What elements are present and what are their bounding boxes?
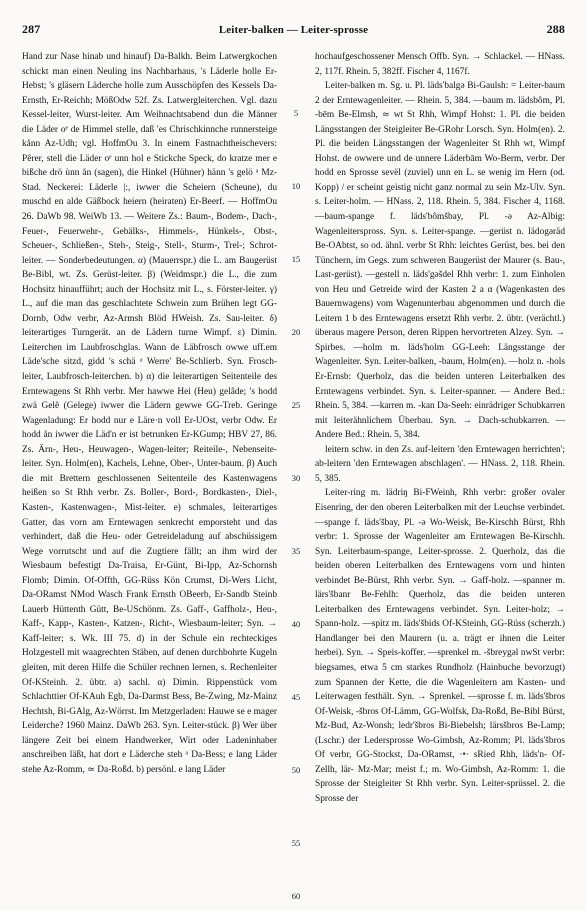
line-number-gutter xyxy=(283,50,309,910)
right-column xyxy=(315,50,565,806)
page-header xyxy=(22,22,565,40)
entry-paragraph: hochaufgeschossener Mensch Offb. Syn. → Schlackel. — HNass. 2, 117f. Rhein. 5, 382ff. Fischer 4, 1167f. xyxy=(315,52,565,77)
line-number: 20 xyxy=(291,327,301,337)
entry-paragraph: leitern schw. in den Zs. auf-leitern 'den Erntewagen herrichten'; ab-leitern 'den Erntewagen abschlagen'. — HNass. 2, 118. Rhein. 5, 385. xyxy=(315,444,565,484)
line-number: 55 xyxy=(291,838,301,848)
page-number-left: 287 xyxy=(22,22,41,36)
line-number: 35 xyxy=(291,546,301,556)
left-column xyxy=(22,50,277,777)
line-number: 45 xyxy=(291,692,301,702)
line-number: 5 xyxy=(293,108,299,118)
page-number-right: 288 xyxy=(546,22,565,36)
line-number: 10 xyxy=(291,181,301,191)
line-number: 60 xyxy=(291,891,301,901)
running-title: Leiter-balken — Leiter-sprosse xyxy=(218,24,369,36)
line-number: 30 xyxy=(291,473,301,483)
entry-paragraph: Leiter-ring m. lädriŋ Bi-FWeinh, Rhh verbr: großer ovaler Eisenring, der den oberen Leiterbalken mit der Leuchse verbindet. —spange f. läds'šbay, Pl. -ə Wo-Weisk, Be-Kirschh Bürst, Rhh verbr: 1. Sprosse der Wagenleiter am Erntewagen Be-Kirschh. Syn. Leiterbaum-spange, Leiter-sprosse. 2. Querholz, das die beiden oberen Leiterbalken des Erntewagens vorn und hinten verbindet Be-Bürst, Rhh verbr. Syn. → Gaff-holz. —spanner m. lärs'šbanr Be-Fehlh: Querholz, das die beiden unteren Leiterbalken des Erntewagens verbindet. Syn. Leiter-holz; → Spann-holz. —spitz m. läds'šbids Of-KSteinh, GG-Rüss (scherzh.) Handlanger bei den Maurern (u. a. trägt er ihnen die Leiter herbei). Syn. → Speis-koffer. —sprenkel m. -šbreygəl nwSt verbr: biegsames, etwa 5 cm starkes Rundholz (Hainbuche bevorzugt) zum Spannen der Kette, die die Wagenleitern am Kasten- und Leiterwagen festhält. Syn. → Sprenkel. —sprosse f. m. läds'šbros Of-Weisk, -šbros Of-Lämm, GG-Wolfsk, Da-Roßd, Be-Bibl Bürst, Mz-Bud, Az-Wonsh; ledr'šbros Bi-Biebelsh; lärsšbros Be-Lamp; (Lschr.) der Ledersprosse Wo-Gimbsh, Az-Romm; Pl. läds'šbros Of verbr, GG-Stockst, Da-ORamst, ·•· sRied Rhh, läds'n- Of-Zellh, lär- Mz-Mar; meist f.; m. Wo-Gimbsh, Az-Romm: 1. die Sprosse der Steigleiter St Rhh verbr. Syn. Leiter-sprüssel. 2. die Sprosse der xyxy=(315,488,565,804)
line-number: 50 xyxy=(291,765,301,775)
line-number: 15 xyxy=(291,254,301,264)
left-column-text: Hand zur Nase hinab und hinauf) Da-Balkh. Beim Latwergkochen schickt man einen Neuling ins Nachbarhaus, 's Läderle holle Er-Hebst; 's gläsern Läderche holle zum Ausschöpfen des Kessels Da-Ernsth, Er-Reichh; MößOdw 52f. Zs. Latwergleiterchen. Vgl. dazu Kessel-leiter, Wurst-leiter. Am Weihnachtsabend dun die Männer die Läder oᵉ de Himmel stelle, daß 'es Chrischkinnche runnersteige kånn Az-Udh; vgl. HoffmOu 3. In einem Fastnachtheischevers: Pêrer, stell die Läder oᵉ unn hol e Stickche Speck, do kratze mer e bißche drö ùnn ån (sagen), die Hinkel (Hühner) hänn 's gelö ᵃ Mz-Stad. Neckerei: Läderle |:, iwwer die Scheiern (Scheune), du muschd en alde Gäßbock heiern (heiraten) Er-Beerf. — HoffmOu 26. DaWb 98. WeiWb 13. — Weitere Zs.: Baum-, Bodem-, Dach-, Feuer-, Feuerwehr-, Gebälks-, Himmels-, Hünkels-, Obst-, Scheuer-, Schließen-, Steh-, Steig-, Stell-, Sturm-, Trel-; Schrot-leiter. — Sonderbedeutungen. α) (Mauerrspr.) die L. am Baugerüst Be-Bibl, wt. Zs. Gerüst-leiter. β) (Weidmspr.) die L., die zum Hochsitz hinaufführt; auch der Hochsitz mit L., s. Förster-leiter. γ) L., auf die man das geschlachtete Schwein zum Brühen legt GG-Dornb, Odw verbr, Az-Armsh Blöd HWeish. Zs. Sau-leiter. δ) leiterartiges Turngerät. an de Lädern turne Wimpf. ε) Dimin. Leiterchen im Laubfroschglas. Wann de Läbfrosch owwe uff.em Läde'sche sitzd, gidd 's schä ᵃ Werre' Be-Schlierb. Syn. Frosch-leiter, Laubfrosch-leiterchen. b) α) die leiterartigen Seitenteile des Erntewagens St Rhh verbr. Mer hawwe Hei (Heu) gelâde; 's hodd zwä Gelê (Gelege) iwwer die Lädern gewwe GG-Treb. Geringe Wagenladung: Er hodd nur e Läre·n voll Er-UOst, verbr Odw. Er hodd ån iwwer die Läd'n er ist betrunken Er-KGump; HBV 27, 86. Zs. Ärn-, Heu-, Heuwagen-, Wagen-leiter; Reiteile-, Nebenseite-leiter. Syn. Holm(en), Kachels, Lehne, Ober-, Unter-baum. β) Auch die mit Brettern geschlossenen Seitenteile des Kastenwagens heißen so St Rhh verbr. Zs. Boller-, Bord-, Bordkasten-, Diel-, Kasten-, Kastenwagen-, Mist-leiter. e) schmales, leiterartiges Gatter, das vorn am Erntewagen senkrecht emporsteht und das verhindert, daß die Heu- oder Getreideladung auf abschüssigem Wege vorrutscht und auf die Zugtiere fällt; an ihm wird der Wiesbaum befestigt Da-Traisa, Er-Günt, Bi-Ipp, Az-Schornsh Flomb; Dimin. Of-Offth, GG-Rüss Kön Crumst, Di-Wers Licht, Da-ORamst NMod Wasch Frank Ernsth OBeerb, Er-Sandb Steinb Lauerb Hüttenth Gütt, Be-USchönm. Zs. Gaff-, Gaffholz-, Heu-, Kaff-, Kapp-, Kasten-, Katzen-, Richt-, Wiesbaum-leiter; Syn. → Kaff-leiter; s. Wk. III 75. d) in der Schule ein rechteckiges Holzgestell mit waagrechten Stäben, auf denen durchbohrte Kugeln gleiten, mit deren Hilfe die Schüler rechnen lernen, s. Rechenleiter Of-KSteinh. 2. übtr. a) sachl. α) Dimin. Rippenstück vom Schlachttier Of-KAuh Egb, Da-Darmst Bess, Be-Zwing, Mz-Mainz Hechtsh, Bi-GAlg, Az-Wörrst. Im Metzgerladen: Hauwe se e mager Leiderche? 1960 Mainz. DaWb 263. Syn. Leiter-stück. β) Wer über längere Zeit bei einem Handwerker, Wirt oder Ladeninhaber anschreiben läßt, hat dort e Läderche steh ᵃ Da-Bess; e lang Läder stehe Az-Romm, ≃ Da-Roßd. b) persönl. e lang Läder xyxy=(22,52,277,775)
line-number: 40 xyxy=(291,619,301,629)
line-number: 25 xyxy=(291,400,301,410)
entry-paragraph: Leiter-balken m. Sg. u. Pl. läds'balgə Bi-Gaulsh: = Leiter-baum 2 der Erntewagenleiter. — Rhein. 5, 384. —baum m. lädsbôm, Pl. -bēm Be-Elmsh, ≃ wt St Rhh, Wimpf Hohst: 1. Pl. die beiden Längsstangen der Steigleiter Be-GRohr Lorsch. Syn. Holm(en). 2. Pl. die beiden Längsstangen der Wagenleiter St Rhh wt, Wimpf Hohst. de owwere und de unnere Läderbām Wo-Berm, verbr. Der hodd en Sprosse sevël (zuviel) unn en L. se wenig im Hern (od. Kopp) / er scheint geistig nicht ganz normal zu sein Mz-Ulv. Syn. s. Leiter-holm. — HNass. 2, 118. Rhein. 5, 384. Fischer 4, 1168. —baum-spange f. läds'bômšbay, Pl. -ə Az-Albig: Wagenleiterspross. Syn. s. Leiter-spange. —gerüst n. lädogəräd Be-OAbtst, so od. ähnl. verbr St Rhh: leichtes Gerüst, bes. bei den Tünchern, im Gegs. zum schweren Baugerüst der Maurer (s. Bau-, Last-gerüst). —gestell n. läds'gəšdel Rhh verbr: 1. zum Einholen von Heu und Getreide wird der Kasten 2 a α (Wagenkasten des Bauernwagens) vom Wagenunterbau abgenommen und durch die Leitern 1 b des Erntewagens ersetzt Rhh verbr. 2. übtr. (verächtl.) überaus magere Person, deren Rippen hervortreten Alzey. Syn. → Spirbes. —holm m. läds'holm GG-Leeh: Längsstange der Wagenleiter. Syn. Leiter-balken, -baum, Holm(en). —holz n. -hols Er-Ernsb: Querholz, das die beiden unteren Leiterbalken des Erntewagens verbindet. Syn. s. Leiter-spanner. — Andere Bed.: Rhein. 5, 384. —karren m. -kan Da-Seeh: einrädriger Schubkarren mit leiterähnlichem Überbau. Syn. → Dach-schubkarren. — Andere Bed.: Rhein. 5, 384. xyxy=(315,81,565,441)
